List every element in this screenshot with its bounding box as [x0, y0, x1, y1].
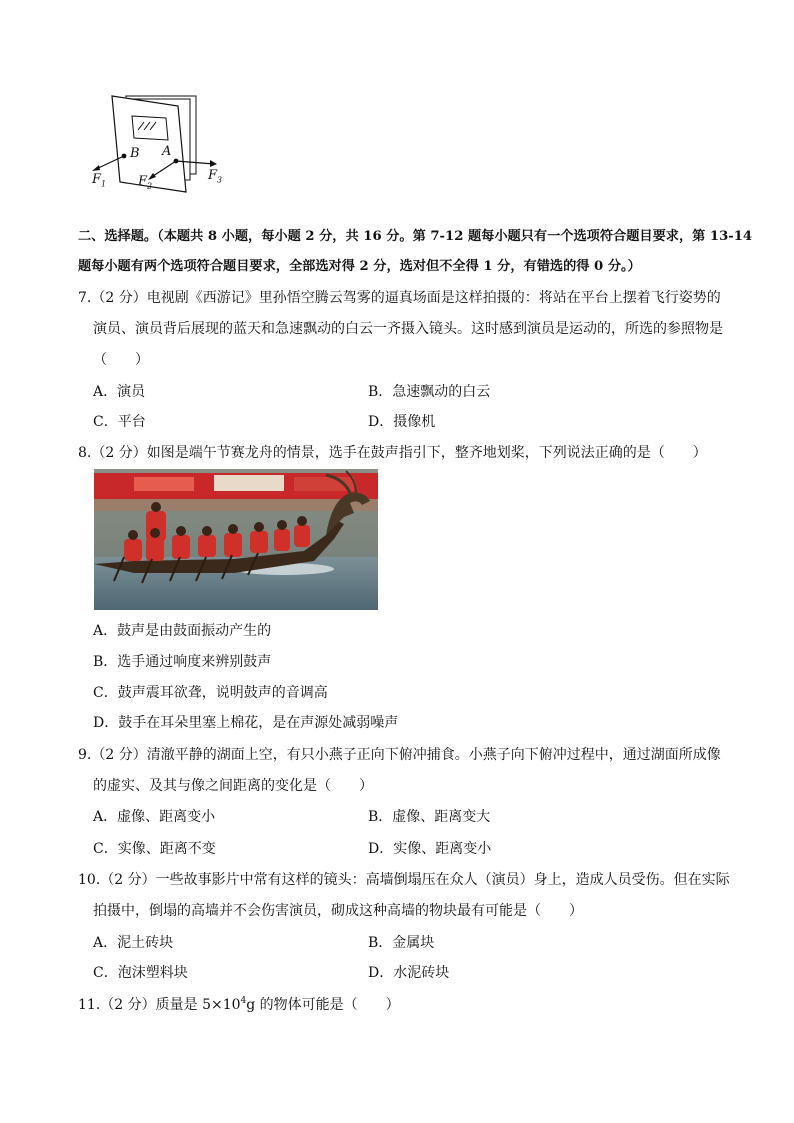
dragon-boat-photo	[94, 469, 378, 610]
q9-option-a: A．虚像、距离变小	[93, 809, 216, 825]
section2-heading-line1: 二、选择题。（本题共 8 小题，每小题 2 分，共 16 分。第 7-12 题每小题只有一个选项符合题目要求，第 13-14	[78, 229, 753, 244]
label-f3: $F_3$	[208, 168, 223, 185]
q8-option-c: C．鼓声震耳欲聋，说明鼓声的音调高	[93, 685, 328, 701]
q10-stem-line2: 拍摄中，倒塌的高墙并不会伤害演员，砌成这种高墙的物块最有可能是（ ）	[93, 903, 583, 919]
label-f2: $F_2$	[138, 174, 153, 191]
q7-stem-line2: 演员、演员背后展现的蓝天和急速飘动的白云一齐摄入镜头。这时感到演员是运动的，所选的参照物是	[93, 321, 723, 337]
q10-option-c: C．泡沫塑料块	[93, 965, 188, 981]
q7-option-b: B．急速飘动的白云	[368, 384, 491, 400]
q7-stem-line3: （ ）	[93, 352, 149, 368]
q8-option-a: A．鼓声是由鼓面振动产生的	[93, 623, 272, 639]
q7-option-d: D．摄像机	[368, 414, 436, 430]
q9-option-d: D．实像、距离变小	[368, 841, 492, 857]
q10-option-d: D．水泥砖块	[368, 965, 450, 981]
label-a: A	[162, 144, 172, 159]
q10-stem-line1: 10.（2 分）一些故事影片中常有这样的镜头：高墙倒塌压在众人（演员）身上，造成人员受伤。但在实际	[78, 872, 730, 888]
q7-option-c: C．平台	[93, 414, 146, 430]
book-figure-svg	[86, 94, 226, 194]
label-f1: $F_1$	[92, 172, 107, 189]
q8-stem-line1: 8.（2 分）如图是端午节赛龙舟的情景，选手在鼓声指引下，整齐地划桨，下列说法正确的是（ ）	[78, 445, 707, 461]
q9-stem-line1: 9.（2 分）清澈平静的湖面上空，有只小燕子正向下俯冲捕食。小燕子向下俯冲过程中，通过湖面所成像	[78, 747, 721, 763]
q8-option-d: D．鼓手在耳朵里塞上棉花，是在声源处减弱噪声	[93, 715, 399, 731]
q10-option-b: B．金属块	[368, 935, 435, 951]
q9-option-b: B．虚像、距离变大	[368, 809, 491, 825]
force-diagram	[86, 94, 226, 194]
label-b: B	[130, 146, 140, 161]
dragon-boat-illustration	[94, 469, 378, 610]
q7-stem-line1: 7.（2 分）电视剧《西游记》里孙悟空腾云驾雾的逼真场面是这样拍摄的：将站在平台上摆着飞行姿势的	[78, 290, 721, 306]
q10-option-a: A．泥土砖块	[93, 935, 174, 951]
q9-option-c: C．实像、距离不变	[93, 841, 216, 857]
section2-heading-line2: 题每小题有两个选项符合题目要求，全部选对得 2 分，选对但不全得 1 分，有错选的得 0 分。）	[78, 259, 641, 274]
q8-option-b: B．选手通过响度来辨别鼓声	[93, 654, 272, 670]
q11-stem-line1: 11.（2 分）质量是 $5\times 10^4g$ 的物体可能是（ ）	[78, 996, 400, 1013]
page-picture	[132, 116, 168, 140]
q7-option-a: A．演员	[93, 384, 146, 400]
q9-stem-line2: 的虚实、及其与像之间距离的变化是（ ）	[93, 778, 373, 794]
